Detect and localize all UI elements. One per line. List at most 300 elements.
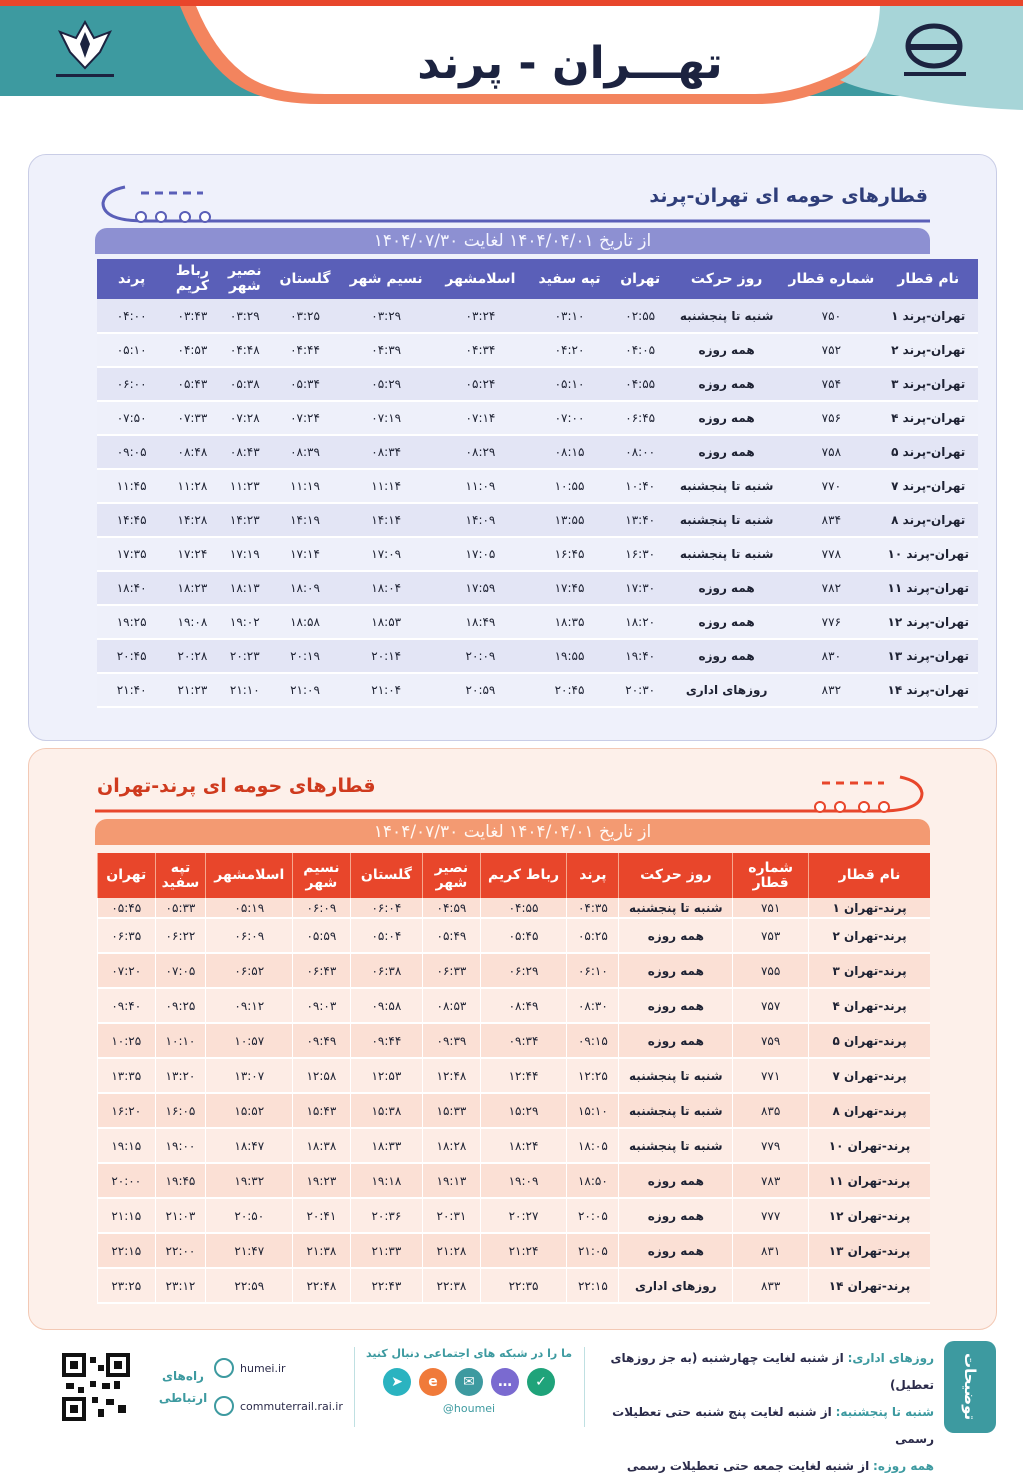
run-days-cell: همه روزه [669,367,784,401]
departure-time-cell: ۲۰:۵۰ [206,1198,293,1233]
departure-time-cell: ۱۸:۵۰ [567,1163,619,1198]
departure-time-cell: ۱۸:۴۷ [206,1128,293,1163]
table-row [97,299,978,333]
inbound-col-header: تپه سفید [155,853,206,898]
departure-time-cell: ۱۹:۱۸ [350,1163,423,1198]
train-name-cell: پرند-تهران ۸ [809,1093,930,1128]
run-days-cell: همه روزه [619,953,733,988]
departure-time-cell: ۰۷:۳۳ [166,401,218,435]
departure-time-cell: ۰۵:۱۰ [528,367,612,401]
departure-time-cell: ۱۷:۴۵ [528,571,612,605]
departure-time-cell: ۰۸:۱۵ [528,435,612,469]
train-number-cell: ۸۳۲ [784,673,878,707]
train-number-cell: ۷۵۰ [784,299,878,333]
departure-time-cell: ۱۹:۰۰ [155,1128,206,1163]
departure-time-cell: ۰۹:۴۴ [350,1023,423,1058]
outbound-col-header: تپه سفید [528,259,612,299]
departure-time-cell: ۰۴:۵۹ [423,898,480,918]
train-number-cell: ۷۵۸ [784,435,878,469]
departure-time-cell: ۲۰:۱۹ [271,639,339,673]
table-row [97,673,978,707]
note-value: از شنبه لغایت چهارشنبه (به جز روزهای تعطیل) [610,1351,934,1392]
inbound-col-header: نسیم شهر [293,853,350,898]
train-name-cell: پرند-تهران ۱۴ [809,1268,930,1303]
inbound-col-header: رباط کریم [480,853,567,898]
train-number-cell: ۷۷۹ [733,1128,809,1163]
departure-time-cell: ۰۹:۱۵ [567,1023,619,1058]
outbound-col-header: اسلامشهر [433,259,527,299]
train-number-cell: ۸۳۳ [733,1268,809,1303]
train-number-cell: ۷۵۶ [784,401,878,435]
run-days-cell: شنبه تا پنجشنبه [669,537,784,571]
table-row [97,401,978,435]
run-days-cell: همه روزه [669,333,784,367]
departure-time-cell: ۱۳:۵۵ [528,503,612,537]
message-icon[interactable]: ✉ [455,1368,483,1396]
train-name-cell: تهران-پرند ۱۱ [878,571,978,605]
train-number-cell: ۷۵۱ [733,898,809,918]
run-days-cell: شنبه تا پنجشنبه [669,469,784,503]
departure-time-cell: ۱۸:۳۸ [293,1128,350,1163]
departure-time-cell: ۲۰:۳۶ [350,1198,423,1233]
departure-time-cell: ۱۵:۲۹ [480,1093,567,1128]
departure-time-cell: ۰۶:۰۹ [293,898,350,918]
departure-time-cell: ۰۵:۱۹ [206,898,293,918]
departure-time-cell: ۱۷:۰۵ [433,537,527,571]
departure-time-cell: ۰۶:۴۵ [611,401,669,435]
note-item [574,1345,934,1399]
departure-time-cell: ۲۰:۱۴ [339,639,433,673]
departure-time-cell: ۰۳:۲۹ [219,299,271,333]
train-name-cell: پرند-تهران ۱۳ [809,1233,930,1268]
table-row [98,1198,931,1233]
run-days-cell: همه روزه [669,605,784,639]
departure-time-cell: ۱۹:۴۰ [611,639,669,673]
departure-time-cell: ۱۹:۲۳ [293,1163,350,1198]
eitaa-icon[interactable]: e [419,1368,447,1396]
departure-time-cell: ۲۱:۴۰ [97,673,166,707]
train-number-cell: ۷۵۷ [733,988,809,1023]
departure-time-cell: ۲۰:۴۱ [293,1198,350,1233]
departure-time-cell: ۱۶:۳۰ [611,537,669,571]
note-value: از شنبه لغایت جمعه حتی تعطیلات رسمی [626,1459,870,1473]
outbound-section-title: قطارهای حومه ای تهران-پرند [649,185,928,207]
departure-time-cell: ۰۵:۰۴ [350,918,423,953]
departure-time-cell: ۱۰:۲۵ [98,1023,156,1058]
departure-time-cell: ۱۱:۲۳ [219,469,271,503]
departure-time-cell: ۰۵:۲۵ [567,918,619,953]
departure-time-cell: ۰۶:۵۲ [206,953,293,988]
outbound-timetable [97,259,978,708]
outbound-col-header: پرند [97,259,166,299]
departure-time-cell: ۰۵:۳۴ [271,367,339,401]
train-name-cell: پرند-تهران ۵ [809,1023,930,1058]
inbound-col-header: نام قطار [809,853,930,898]
departure-time-cell: ۱۸:۴۰ [97,571,166,605]
departure-time-cell: ۲۰:۰۹ [433,639,527,673]
train-name-cell: پرند-تهران ۱۰ [809,1128,930,1163]
table-row [98,1058,931,1093]
departure-time-cell: ۰۶:۰۰ [97,367,166,401]
train-number-cell: ۷۷۷ [733,1198,809,1233]
outbound-col-header: شماره قطار [784,259,878,299]
train-name-cell: تهران-پرند ۴ [878,401,978,435]
departure-time-cell: ۱۳:۴۰ [611,503,669,537]
outbound-col-header: نصیر شهر [219,259,271,299]
departure-time-cell: ۰۷:۰۰ [528,401,612,435]
inbound-col-header: تهران [98,853,156,898]
train-name-cell: تهران-پرند ۱۴ [878,673,978,707]
departure-time-cell: ۱۸:۰۴ [339,571,433,605]
table-row [98,1128,931,1163]
departure-time-cell: ۱۲:۵۸ [293,1058,350,1093]
table-row [98,1093,931,1128]
train-name-cell: تهران-پرند ۳ [878,367,978,401]
departure-time-cell: ۰۳:۲۹ [339,299,433,333]
outbound-col-header: رباط کریم [166,259,218,299]
departure-time-cell: ۱۸:۲۴ [480,1128,567,1163]
outbound-col-header: نسیم شهر [339,259,433,299]
note-item [574,1399,934,1453]
train-number-cell: ۷۵۹ [733,1023,809,1058]
departure-time-cell: ۲۰:۳۱ [423,1198,480,1233]
table-row [98,918,931,953]
departure-time-cell: ۲۰:۵۹ [433,673,527,707]
social-section [358,1341,580,1433]
table-row [97,367,978,401]
departure-time-cell: ۰۹:۱۲ [206,988,293,1023]
departure-time-cell: ۲۲:۴۳ [350,1268,423,1303]
train-number-cell: ۷۷۰ [784,469,878,503]
divider [584,1347,585,1427]
train-number-cell: ۷۸۲ [784,571,878,605]
departure-time-cell: ۰۹:۰۵ [97,435,166,469]
departure-time-cell: ۰۹:۰۳ [293,988,350,1023]
qr-code-icon[interactable] [62,1353,130,1421]
departure-time-cell: ۰۳:۴۳ [166,299,218,333]
departure-time-cell: ۲۰:۰۵ [567,1198,619,1233]
note-key: شنبه تا پنجشنبه: [835,1405,934,1419]
departure-time-cell: ۰۸:۵۳ [423,988,480,1023]
departure-time-cell: ۰۴:۳۵ [567,898,619,918]
departure-time-cell: ۰۸:۳۰ [567,988,619,1023]
website-link[interactable] [214,1391,354,1421]
departure-time-cell: ۰۴:۳۹ [339,333,433,367]
telegram-icon[interactable]: ➤ [383,1368,411,1396]
departure-time-cell: ۰۶:۳۵ [98,918,156,953]
departure-time-cell: ۰۸:۴۳ [219,435,271,469]
departure-time-cell: ۰۹:۳۹ [423,1023,480,1058]
outbound-timetable-panel [28,154,997,741]
departure-time-cell: ۰۴:۴۸ [219,333,271,367]
inbound-timetable [97,853,930,1304]
page-title: تهـــران - پرند [417,38,723,89]
train-number-cell: ۷۷۶ [784,605,878,639]
table-row [98,1233,931,1268]
departure-time-cell: ۲۱:۰۴ [339,673,433,707]
table-row [97,537,978,571]
departure-time-cell: ۰۵:۴۹ [423,918,480,953]
emblem-logo [50,18,120,82]
inbound-col-header: نصیر شهر [423,853,480,898]
departure-time-cell: ۰۸:۴۹ [480,988,567,1023]
table-row [98,953,931,988]
departure-time-cell: ۱۵:۴۳ [293,1093,350,1128]
departure-time-cell: ۱۱:۲۸ [166,469,218,503]
departure-time-cell: ۲۲:۳۵ [480,1268,567,1303]
departure-time-cell: ۰۸:۰۰ [611,435,669,469]
table-row [98,988,931,1023]
inbound-col-header: روز حرکت [619,853,733,898]
departure-time-cell: ۰۸:۲۹ [433,435,527,469]
departure-time-cell: ۲۳:۱۲ [155,1268,206,1303]
social-handle[interactable]: @houmei [442,1402,496,1415]
run-days-cell: همه روزه [619,1163,733,1198]
departure-time-cell: ۰۶:۳۸ [350,953,423,988]
departure-time-cell: ۱۳:۲۰ [155,1058,206,1093]
departure-time-cell: ۱۸:۵۸ [271,605,339,639]
departure-time-cell: ۱۷:۲۴ [166,537,218,571]
departure-time-cell: ۰۲:۵۵ [611,299,669,333]
run-days-cell: شنبه تا پنجشنبه [619,1093,733,1128]
departure-time-cell: ۱۷:۱۴ [271,537,339,571]
departure-time-cell: ۲۱:۲۳ [166,673,218,707]
train-number-cell: ۷۷۸ [784,537,878,571]
table-row [97,503,978,537]
run-days-cell: شنبه تا پنجشنبه [619,1058,733,1093]
departure-time-cell: ۰۶:۴۳ [293,953,350,988]
train-name-cell: پرند-تهران ۱۱ [809,1163,930,1198]
departure-time-cell: ۰۵:۴۵ [480,918,567,953]
departure-time-cell: ۰۹:۵۸ [350,988,423,1023]
run-days-cell: همه روزه [619,988,733,1023]
departure-time-cell: ۰۵:۲۹ [339,367,433,401]
departure-time-cell: ۰۹:۴۰ [98,988,156,1023]
departure-time-cell: ۱۶:۰۵ [155,1093,206,1128]
globe-icon [214,1396,234,1416]
departure-time-cell: ۲۰:۴۵ [528,673,612,707]
departure-time-cell: ۰۵:۴۳ [166,367,218,401]
departure-time-cell: ۱۰:۵۵ [528,469,612,503]
website-link[interactable] [214,1353,354,1383]
departure-time-cell: ۰۸:۴۸ [166,435,218,469]
departure-time-cell: ۱۹:۰۸ [166,605,218,639]
run-days-cell: شنبه تا پنجشنبه [669,299,784,333]
inbound-col-header: پرند [567,853,619,898]
run-days-cell: روزهای اداری [619,1268,733,1303]
departure-time-cell: ۱۱:۱۴ [339,469,433,503]
departure-time-cell: ۱۸:۱۳ [219,571,271,605]
departure-time-cell: ۱۶:۴۵ [528,537,612,571]
departure-time-cell: ۲۱:۳۳ [350,1233,423,1268]
departure-time-cell: ۱۵:۱۰ [567,1093,619,1128]
departure-time-cell: ۱۰:۴۰ [611,469,669,503]
departure-time-cell: ۰۴:۴۴ [271,333,339,367]
departure-time-cell: ۱۸:۲۸ [423,1128,480,1163]
departure-time-cell: ۱۹:۵۵ [528,639,612,673]
website-links [214,1353,354,1429]
departure-time-cell: ۰۶:۰۹ [206,918,293,953]
train-name-cell: تهران-پرند ۱۲ [878,605,978,639]
departure-time-cell: ۱۸:۲۳ [166,571,218,605]
train-number-cell: ۸۳۰ [784,639,878,673]
outbound-date-range: از تاریخ ۱۴۰۴/۰۴/۰۱ لغایت ۱۴۰۴/۰۷/۳۰ [95,228,930,254]
train-name-cell: پرند-تهران ۴ [809,988,930,1023]
departure-time-cell: ۲۱:۱۵ [98,1198,156,1233]
departure-time-cell: ۰۹:۲۵ [155,988,206,1023]
run-days-cell: شنبه تا پنجشنبه [669,503,784,537]
departure-time-cell: ۱۲:۲۵ [567,1058,619,1093]
train-name-cell: پرند-تهران ۳ [809,953,930,988]
train-number-cell: ۸۳۵ [733,1093,809,1128]
train-name-cell: تهران-پرند ۲ [878,333,978,367]
run-days-cell: شنبه تا پنجشنبه [619,898,733,918]
run-days-cell: همه روزه [619,918,733,953]
run-days-cell: همه روزه [619,1233,733,1268]
departure-time-cell: ۰۹:۳۴ [480,1023,567,1058]
departure-time-cell: ۱۸:۰۹ [271,571,339,605]
departure-time-cell: ۱۲:۴۸ [423,1058,480,1093]
departure-time-cell: ۱۷:۵۹ [433,571,527,605]
train-name-cell: پرند-تهران ۷ [809,1058,930,1093]
check-icon[interactable]: ✓ [527,1368,555,1396]
departure-time-cell: ۰۴:۲۰ [528,333,612,367]
table-row [97,435,978,469]
departure-time-cell: ۱۹:۱۳ [423,1163,480,1198]
departure-time-cell: ۱۸:۳۳ [350,1128,423,1163]
departure-time-cell: ۱۹:۰۲ [219,605,271,639]
contact-label: راه‌های ارتباطی [158,1369,208,1405]
run-days-cell: همه روزه [619,1023,733,1058]
departure-time-cell: ۲۱:۴۷ [206,1233,293,1268]
train-name-cell: پرند-تهران ۱ [809,898,930,918]
train-number-cell: ۷۵۴ [784,367,878,401]
departure-time-cell: ۰۹:۴۹ [293,1023,350,1058]
note-value: از شنبه لغایت پنج شنبه حتی تعطیلات رسمی [612,1405,934,1446]
departure-time-cell: ۱۴:۰۹ [433,503,527,537]
departure-time-cell: ۱۳:۰۷ [206,1058,293,1093]
departure-time-cell: ۲۱:۰۵ [567,1233,619,1268]
departure-time-cell: ۱۱:۱۹ [271,469,339,503]
departure-time-cell: ۰۸:۳۴ [339,435,433,469]
departure-time-cell: ۰۷:۰۵ [155,953,206,988]
train-name-cell: تهران-پرند ۸ [878,503,978,537]
table-row [98,898,931,918]
globe-icon [214,1358,234,1378]
inbound-timetable-panel [28,748,997,1330]
departure-time-cell: ۱۸:۲۰ [611,605,669,639]
chat-icon[interactable]: … [491,1368,519,1396]
departure-time-cell: ۰۵:۳۸ [219,367,271,401]
train-name-cell: تهران-پرند ۷ [878,469,978,503]
train-number-cell: ۷۷۱ [733,1058,809,1093]
departure-time-cell: ۱۵:۳۳ [423,1093,480,1128]
run-days-cell: همه روزه [669,435,784,469]
table-row [97,605,978,639]
departure-time-cell: ۱۴:۲۸ [166,503,218,537]
train-number-cell: ۷۵۵ [733,953,809,988]
departure-time-cell: ۲۰:۰۰ [98,1163,156,1198]
departure-time-cell: ۲۱:۲۴ [480,1233,567,1268]
departure-time-cell: ۰۷:۲۰ [98,953,156,988]
table-row [97,469,978,503]
departure-time-cell: ۰۶:۲۲ [155,918,206,953]
table-row [97,639,978,673]
departure-time-cell: ۲۰:۲۸ [166,639,218,673]
outbound-col-header: روز حرکت [669,259,784,299]
departure-time-cell: ۱۸:۴۹ [433,605,527,639]
departure-time-cell: ۰۸:۳۹ [271,435,339,469]
run-days-cell: همه روزه [669,401,784,435]
departure-time-cell: ۲۰:۳۰ [611,673,669,707]
outbound-col-header: گلستان [271,259,339,299]
departure-time-cell: ۱۴:۱۹ [271,503,339,537]
departure-time-cell: ۰۳:۱۰ [528,299,612,333]
departure-time-cell: ۱۸:۳۵ [528,605,612,639]
departure-time-cell: ۱۴:۲۳ [219,503,271,537]
departure-time-cell: ۰۴:۳۴ [433,333,527,367]
inbound-col-header: گلستان [350,853,423,898]
train-number-cell: ۸۳۱ [733,1233,809,1268]
departure-time-cell: ۱۹:۴۵ [155,1163,206,1198]
outbound-col-header: تهران [611,259,669,299]
schedule-notes [574,1345,934,1480]
departure-time-cell: ۱۹:۱۵ [98,1128,156,1163]
departure-time-cell: ۲۱:۰۳ [155,1198,206,1233]
departure-time-cell: ۱۳:۳۵ [98,1058,156,1093]
table-row [98,1268,931,1303]
departure-time-cell: ۱۷:۳۵ [97,537,166,571]
table-row [98,1163,931,1198]
inbound-col-header: اسلامشهر [206,853,293,898]
run-days-cell: روزهای اداری [669,673,784,707]
departure-time-cell: ۰۳:۲۴ [433,299,527,333]
footer [36,1341,996,1473]
train-number-cell: ۷۸۳ [733,1163,809,1198]
note-key: روزهای اداری: [847,1351,934,1365]
inbound-date-range: از تاریخ ۱۴۰۴/۰۴/۰۱ لغایت ۱۴۰۴/۰۷/۳۰ [95,819,930,845]
social-title: ما را در شبکه های اجتماعی دنبال کنید [365,1347,573,1360]
departure-time-cell: ۱۲:۵۳ [350,1058,423,1093]
link-text[interactable]: humei.ir [240,1361,286,1375]
train-name-cell: تهران-پرند ۱ [878,299,978,333]
departure-time-cell: ۰۴:۵۳ [166,333,218,367]
table-row [98,1023,931,1058]
departure-time-cell: ۲۲:۱۵ [567,1268,619,1303]
departure-time-cell: ۱۷:۱۹ [219,537,271,571]
brand-logo [898,22,970,84]
departure-time-cell: ۲۱:۱۰ [219,673,271,707]
table-row [97,571,978,605]
departure-time-cell: ۱۴:۱۴ [339,503,433,537]
note-key: همه روزه: [873,1459,934,1473]
departure-time-cell: ۲۲:۱۵ [98,1233,156,1268]
train-name-cell: تهران-پرند ۱۰ [878,537,978,571]
train-name-cell: تهران-پرند ۱۳ [878,639,978,673]
departure-time-cell: ۱۴:۴۵ [97,503,166,537]
note-item [574,1453,934,1480]
departure-time-cell: ۱۲:۴۴ [480,1058,567,1093]
departure-time-cell: ۰۴:۰۰ [97,299,166,333]
departure-time-cell: ۱۸:۵۳ [339,605,433,639]
departure-time-cell: ۲۲:۵۹ [206,1268,293,1303]
departure-time-cell: ۲۲:۴۸ [293,1268,350,1303]
departure-time-cell: ۱۱:۴۵ [97,469,166,503]
departure-time-cell: ۰۵:۲۴ [433,367,527,401]
departure-time-cell: ۱۵:۵۲ [206,1093,293,1128]
link-text[interactable]: commuterrail.rai.ir [240,1399,343,1413]
departure-time-cell: ۰۵:۱۰ [97,333,166,367]
